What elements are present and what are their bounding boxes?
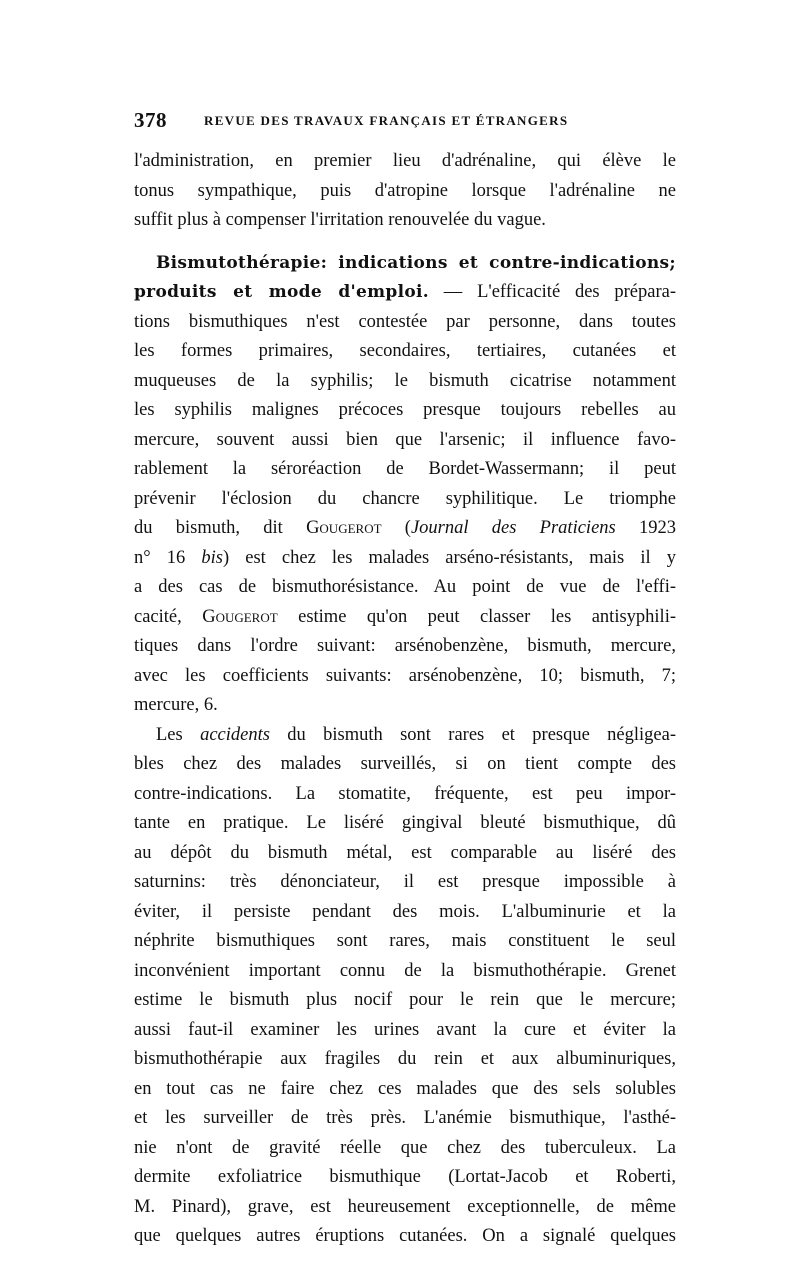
text-line <box>134 514 676 544</box>
text-line: saturnins: très dénonciateur, il est presque impossible à <box>134 872 676 892</box>
text-line: dermite exfoliatrice bismuthique (Lortat-Jacob et Roberti, <box>134 1167 676 1187</box>
text-line: aussi faut-il examiner les urines avant la cure et éviter la <box>134 1019 676 1040</box>
author-name: Gougerot <box>202 606 278 627</box>
text-line: nie n'ont de gravité réelle que chez des tuberculeux. La <box>134 1137 676 1158</box>
text-line: bles chez des malades surveillés, si on tient compte des <box>134 754 676 774</box>
page-number: 378 <box>134 108 167 132</box>
text-line <box>134 278 676 308</box>
text-line: tiques dans l'ordre suivant: arsénobenzène, bismuth, mercure, <box>134 636 676 656</box>
text-fragment: du bismuth sont rares et presque négligea- <box>269 724 676 745</box>
text-fragment: — L'efficacité des prépara- <box>429 282 676 302</box>
text-line: et les surveiller de très près. L'anémie bismuthique, l'asthé- <box>134 1108 676 1128</box>
text-fragment: 1923 <box>615 518 676 538</box>
text-line: éviter, il persiste pendant des mois. L'albuminurie et la <box>134 901 676 922</box>
section-heading-continued: produits et mode d'emploi. <box>134 282 429 302</box>
text-fragment: du bismuth, dit <box>134 518 307 538</box>
text-line: les syphilis malignes précoces presque toujours rebelles au <box>134 400 676 420</box>
author-name: Gougerot <box>306 518 382 538</box>
text-line: rablement la séroréaction de Bordet-Wassermann; il peut <box>134 459 676 479</box>
text-line: l'administration, en premier lieu d'adrénaline, qui élève le <box>134 151 676 171</box>
text-line: tions bismuthiques n'est contestée par personne, dans toutes <box>134 311 676 332</box>
text-fragment: ) est chez les malades arséno-résistants, mais il y <box>222 547 676 568</box>
text-line: mercure, souvent aussi bien que l'arsenic; il influence favo- <box>134 429 676 450</box>
text-line: suffit plus à compenser l'irritation renouvelée du vague. <box>134 210 546 230</box>
text-fragment: n° 16 <box>134 547 202 568</box>
text-fragment: ( <box>381 518 411 538</box>
page-header <box>134 108 676 138</box>
text-line: les formes primaires, secondaires, tertiaires, cutanées et <box>134 341 676 361</box>
running-head: REVUE DES TRAVAUX FRANÇAIS ET ÉTRANGERS <box>204 113 569 128</box>
text-line: tante en pratique. Le liséré gingival bleuté bismuthique, dû <box>134 813 676 833</box>
page-body <box>134 147 676 1252</box>
text-line <box>134 603 676 633</box>
text-fragment: estime qu'on peut classer les antisyphili- <box>277 606 676 627</box>
paragraph-gap <box>134 236 676 249</box>
text-line: inconvénient important connu de la bismuthothérapie. Grenet <box>134 960 676 981</box>
text-line: au dépôt du bismuth métal, est comparable au liséré des <box>134 842 676 863</box>
section-heading-line <box>134 249 676 279</box>
text-line: a des cas de bismuthorésistance. Au point de vue de l'effi- <box>134 577 676 597</box>
text-line: contre-indications. La stomatite, fréquente, est peu impor- <box>134 783 676 804</box>
text-line: mercure, 6. <box>134 695 218 715</box>
text-line: tonus sympathique, puis d'atropine lorsque l'adrénaline ne <box>134 180 676 201</box>
italic-term: accidents <box>200 724 270 745</box>
text-line <box>134 544 676 574</box>
text-line: bismuthothérapie aux fragiles du rein et aux albuminuriques, <box>134 1049 676 1069</box>
text-line: muqueuses de la syphilis; le bismuth cicatrise notamment <box>134 370 676 391</box>
text-line: M. Pinard), grave, est heureusement exceptionnelle, de même <box>134 1196 676 1217</box>
text-fragment: cacité, <box>134 606 203 627</box>
text-line: prévenir l'éclosion du chancre syphilitique. Le triomphe <box>134 488 676 509</box>
italic-term: bis <box>201 547 223 568</box>
text-line: en tout cas ne faire chez ces malades que des sels solubles <box>134 1078 676 1099</box>
text-fragment: Les <box>156 724 201 745</box>
journal-title: Journal des Praticiens <box>410 518 616 538</box>
text-line: avec les coefficients suivants: arsénobenzène, 10; bismuth, 7; <box>134 665 676 686</box>
section-heading: Bismutothérapie: indications et contre-indications; <box>156 252 676 273</box>
text-line: que quelques autres éruptions cutanées. On a signalé quelques <box>134 1226 676 1246</box>
text-line: néphrite bismuthiques sont rares, mais constituent le seul <box>134 931 676 951</box>
text-line: estime le bismuth plus nocif pour le rein que le mercure; <box>134 990 676 1010</box>
text-line <box>134 721 676 751</box>
